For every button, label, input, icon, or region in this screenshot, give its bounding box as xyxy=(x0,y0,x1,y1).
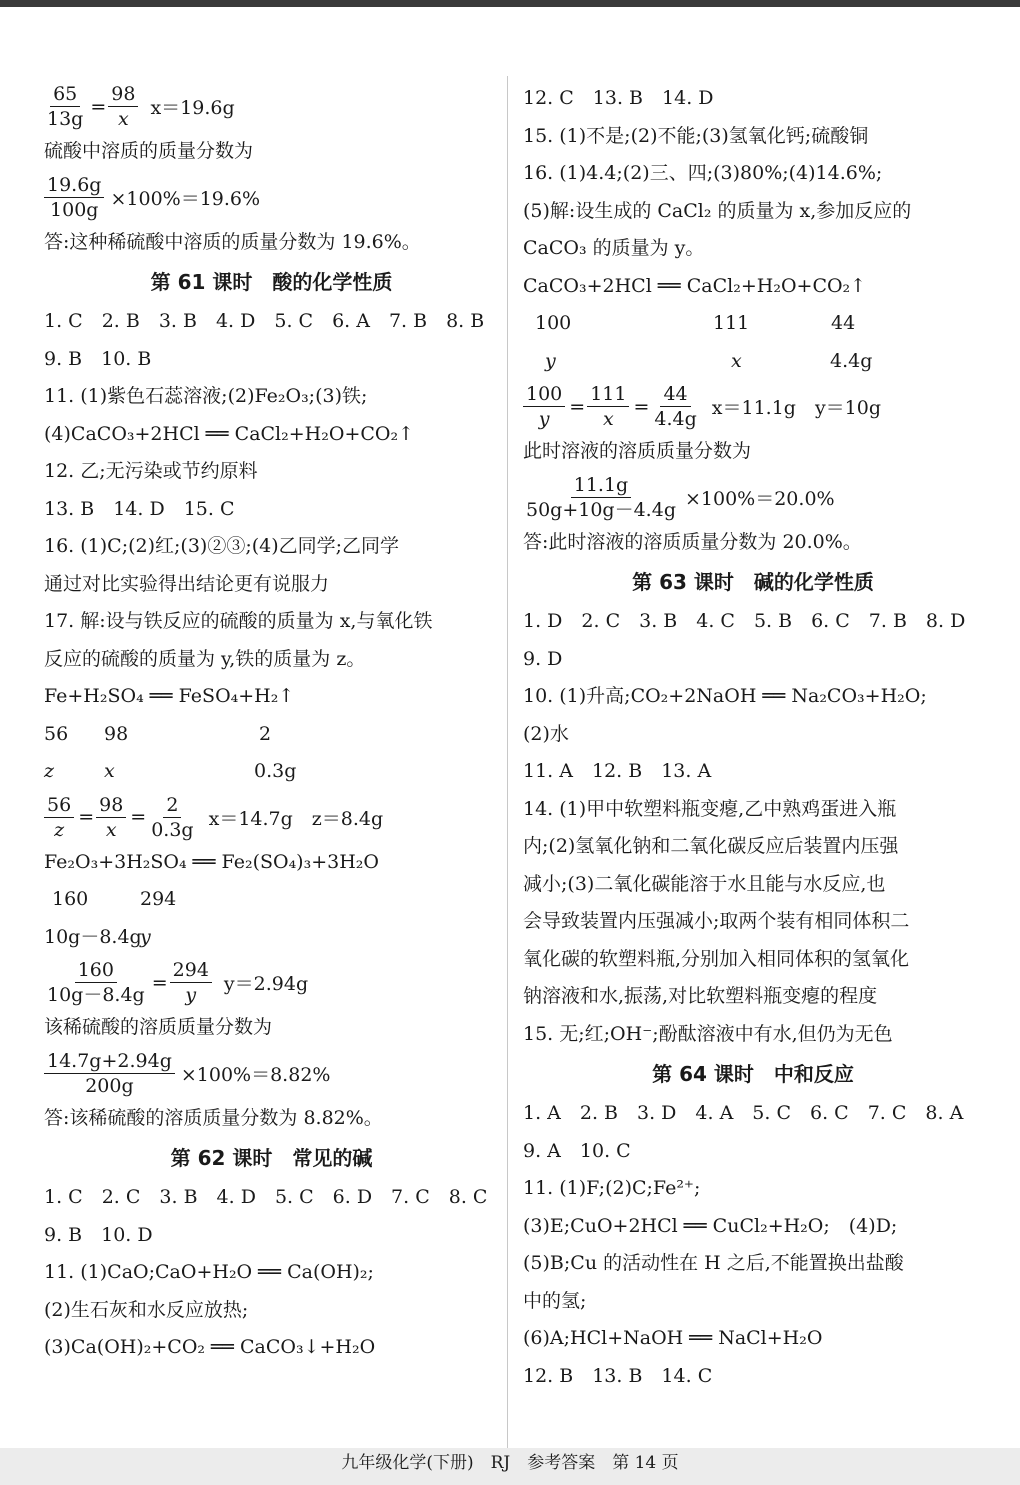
ratio-cell: 44 xyxy=(831,312,856,334)
fraction-line xyxy=(44,80,499,133)
denominator: 10g－8.4g xyxy=(47,984,145,1006)
answer-line: 减小;(3)二氧化碳能溶于水且能与水反应,也 xyxy=(523,872,886,895)
answer-line: 12. B 13. B 14. C xyxy=(523,1364,713,1387)
ratio-row xyxy=(44,919,499,957)
ratio-row xyxy=(44,716,499,754)
fraction xyxy=(44,794,74,841)
numerator: 111 xyxy=(587,383,629,407)
fraction xyxy=(523,383,565,430)
page-footer: 九年级化学(下册) RJ 参考答案 第 14 页 xyxy=(0,1448,1020,1485)
text-line: 答:该稀硫酸的溶质质量分数为 8.82%。 xyxy=(44,1106,383,1129)
equation-line: 11. (1)CaO;CaO+H₂O ══ Ca(OH)₂; xyxy=(44,1261,374,1283)
answer-line: 9. B 10. B xyxy=(44,347,152,370)
fraction-line xyxy=(44,171,499,224)
ratio-cell: 294 xyxy=(140,888,177,910)
denominator: x xyxy=(105,818,117,841)
top-border xyxy=(0,0,1020,7)
answer-line: CaCO₃ 的质量为 y。 xyxy=(523,237,705,259)
answer-line: 11. A 12. B 13. A xyxy=(523,760,712,782)
text-line: 该稀硫酸的溶质质量分数为 xyxy=(44,1016,273,1038)
equation-line: Fe₂O₃+3H₂SO₄ ══ Fe₂(SO₄)₃+3H₂O xyxy=(44,850,379,873)
answer-line: 1. A 2. B 3. D 4. A 5. C 6. C 7. C 8. A xyxy=(523,1102,964,1124)
fraction xyxy=(44,174,104,221)
denominator: 200g xyxy=(85,1074,134,1097)
section-heading-62: 第 62 课时 常见的碱 xyxy=(170,1146,373,1170)
fraction-line xyxy=(44,1047,499,1100)
fraction xyxy=(44,1050,175,1097)
answer-line: 11. (1)紫色石蕊溶液;(2)Fe₂O₃;(3)铁; xyxy=(44,385,368,407)
numerator: 98 xyxy=(96,794,126,818)
result-text: x＝11.1g y＝10g xyxy=(711,397,882,419)
answer-line: 14. (1)甲中软塑料瓶变瘪,乙中熟鸡蛋进入瓶 xyxy=(523,797,897,820)
answer-line: 11. (1)F;(2)C;Fe²⁺; xyxy=(523,1177,701,1199)
ratio-row xyxy=(523,343,983,381)
fraction xyxy=(148,794,196,841)
ratio-cell: y xyxy=(140,925,151,948)
answer-line: 16. (1)C;(2)红;(3)②③;(4)乙同学;乙同学 xyxy=(44,535,400,557)
answer-line: 会导致装置内压强减小;取两个装有相同体积二 xyxy=(523,910,910,932)
answer-line: (2)生石灰和水反应放热; xyxy=(44,1298,249,1321)
ratio-cell: 111 xyxy=(713,312,750,334)
ratio-row xyxy=(44,881,499,919)
fraction xyxy=(523,474,679,521)
answer-line: 9. D xyxy=(523,647,563,670)
ratio-cell: 0.3g xyxy=(254,760,297,782)
ratio-cell: x xyxy=(104,760,115,782)
fraction xyxy=(651,383,699,430)
numerator: 44 xyxy=(660,383,690,407)
result-text: x＝14.7g z＝8.4g xyxy=(208,807,384,830)
answer-line: 氧化碳的软塑料瓶,分别加入相同体积的氢氧化 xyxy=(523,947,910,970)
equation-line: (3)E;CuO+2HCl ══ CuCl₂+H₂O; (4)D; xyxy=(523,1214,898,1237)
answer-line: 13. B 14. D 15. C xyxy=(44,497,235,520)
ratio-cell: y xyxy=(545,349,556,372)
ratio-cell: 56 xyxy=(44,722,69,745)
equals-sign: = xyxy=(569,395,586,418)
numerator: 19.6g xyxy=(44,174,104,198)
ratio-cell: 10g－8.4g xyxy=(44,925,142,948)
numerator: 65 xyxy=(50,83,80,107)
answer-line: 16. (1)4.4;(2)三、四;(3)80%;(4)14.6%; xyxy=(523,162,883,184)
numerator: 100 xyxy=(523,383,565,407)
answer-line: 1. D 2. C 3. B 4. C 5. B 6. C 7. B 8. D xyxy=(523,610,966,632)
equals-sign: = xyxy=(633,395,650,418)
numerator: 98 xyxy=(108,83,138,107)
result-text: ×100%＝20.0% xyxy=(684,487,835,510)
equals-sign: = xyxy=(78,806,95,828)
numerator: 160 xyxy=(75,959,117,983)
fraction xyxy=(170,959,212,1006)
denominator: x xyxy=(602,408,614,430)
denominator: 50g+10g－4.4g xyxy=(526,498,676,521)
numerator: 56 xyxy=(44,794,74,818)
answer-line: 17. 解:设与铁反应的硫酸的质量为 x,与氧化铁 xyxy=(44,610,433,632)
numerator: 2 xyxy=(163,794,181,818)
denominator: 4.4g xyxy=(654,408,697,430)
right-column xyxy=(523,80,983,1395)
denominator: x xyxy=(118,108,129,130)
answer-line: (2)水 xyxy=(523,722,569,745)
answer-line: 反应的硫酸的质量为 y,铁的质量为 z。 xyxy=(44,647,366,670)
answer-line: (5)解:设生成的 CaCl₂ 的质量为 x,参加反应的 xyxy=(523,199,912,222)
column-divider xyxy=(507,76,508,1451)
denominator: y xyxy=(185,984,197,1006)
fraction-line xyxy=(523,380,983,433)
answer-line: (5)B;Cu 的活动性在 H 之后,不能置换出盐酸 xyxy=(523,1252,904,1274)
text-line: 答:这种稀硫酸中溶质的质量分数为 19.6%。 xyxy=(44,230,421,253)
text-line: 硫酸中溶质的质量分数为 xyxy=(44,140,254,162)
section-heading-64: 第 64 课时 中和反应 xyxy=(652,1062,854,1086)
fraction-line xyxy=(44,791,499,844)
ratio-cell: x xyxy=(731,349,742,372)
answer-line: 9. A 10. C xyxy=(523,1139,631,1162)
denominator: y xyxy=(538,408,550,430)
answer-line: 中的氢; xyxy=(523,1289,587,1312)
equation-line: (6)A;HCl+NaOH ══ NaCl+H₂O xyxy=(523,1327,823,1349)
ratio-cell: 4.4g xyxy=(830,349,873,372)
fraction xyxy=(96,794,126,841)
ratio-cell: 100 xyxy=(535,312,572,334)
section-heading-63: 第 63 课时 碱的化学性质 xyxy=(632,570,874,594)
fraction xyxy=(44,83,86,130)
section-heading-61: 第 61 课时 酸的化学性质 xyxy=(150,270,393,294)
answer-line: 内;(2)氢氧化钠和二氧化碳反应后装置内压强 xyxy=(523,835,899,857)
equals-sign: = xyxy=(151,971,168,994)
answer-line: 12. C 13. B 14. D xyxy=(523,87,714,109)
equation-line: CaCO₃+2HCl ══ CaCl₂+H₂O+CO₂↑ xyxy=(523,274,867,297)
answer-line: 钠溶液和水,振荡,对比软塑料瓶变瘪的程度 xyxy=(523,985,878,1007)
denominator: 100g xyxy=(50,198,99,221)
equation-line: Fe+H₂SO₄ ══ FeSO₄+H₂↑ xyxy=(44,685,295,707)
fraction xyxy=(44,959,148,1006)
denominator: 0.3g xyxy=(151,818,194,841)
result-text: ×100%＝19.6% xyxy=(110,187,261,210)
numerator: 14.7g+2.94g xyxy=(44,1050,175,1074)
answer-line: 1. C 2. B 3. B 4. D 5. C 6. A 7. B 8. B xyxy=(44,310,485,332)
numerator: 294 xyxy=(170,959,212,983)
answer-line: 9. B 10. D xyxy=(44,1223,153,1246)
left-column xyxy=(44,80,499,1367)
result-text: ×100%＝8.82% xyxy=(180,1063,331,1086)
fraction-line xyxy=(523,471,983,524)
ratio-cell: 2 xyxy=(259,722,272,745)
fraction-line xyxy=(44,956,499,1009)
answer-line: 12. 乙;无污染或节约原料 xyxy=(44,460,258,482)
ratio-cell: 98 xyxy=(104,722,129,745)
text-line: 此时溶液的溶质质量分数为 xyxy=(523,440,752,462)
fraction xyxy=(108,83,138,130)
answer-line: 通过对比实验得出结论更有说服力 xyxy=(44,572,330,595)
equation-line: 10. (1)升高;CO₂+2NaOH ══ Na₂CO₃+H₂O; xyxy=(523,685,927,707)
result-text: y＝2.94g xyxy=(223,973,309,995)
equation-line: (3)Ca(OH)₂+CO₂ ══ CaCO₃↓+H₂O xyxy=(44,1336,376,1358)
ratio-cell: z xyxy=(44,760,55,782)
fraction xyxy=(587,383,629,430)
answer-line: 15. 无;红;OH⁻;酚酞溶液中有水,但仍为无色 xyxy=(523,1022,893,1045)
answer-line: 15. (1)不是;(2)不能;(3)氢氧化钙;硫酸铜 xyxy=(523,124,869,147)
result-text: x＝19.6g xyxy=(150,97,235,119)
equals-sign: = xyxy=(130,806,147,828)
denominator: 13g xyxy=(47,108,84,130)
answer-line: 1. C 2. C 3. B 4. D 5. C 6. D 7. C 8. C xyxy=(44,1186,488,1208)
numerator: 11.1g xyxy=(571,474,631,498)
denominator: z xyxy=(54,818,65,841)
equation-line: (4)CaCO₃+2HCl ══ CaCl₂+H₂O+CO₂↑ xyxy=(44,422,415,445)
ratio-row xyxy=(44,753,499,791)
ratio-cell: 160 xyxy=(52,888,89,910)
equals-sign: = xyxy=(90,95,107,118)
text-line: 答:此时溶液的溶质质量分数为 20.0%。 xyxy=(523,530,862,553)
ratio-row xyxy=(523,305,983,343)
